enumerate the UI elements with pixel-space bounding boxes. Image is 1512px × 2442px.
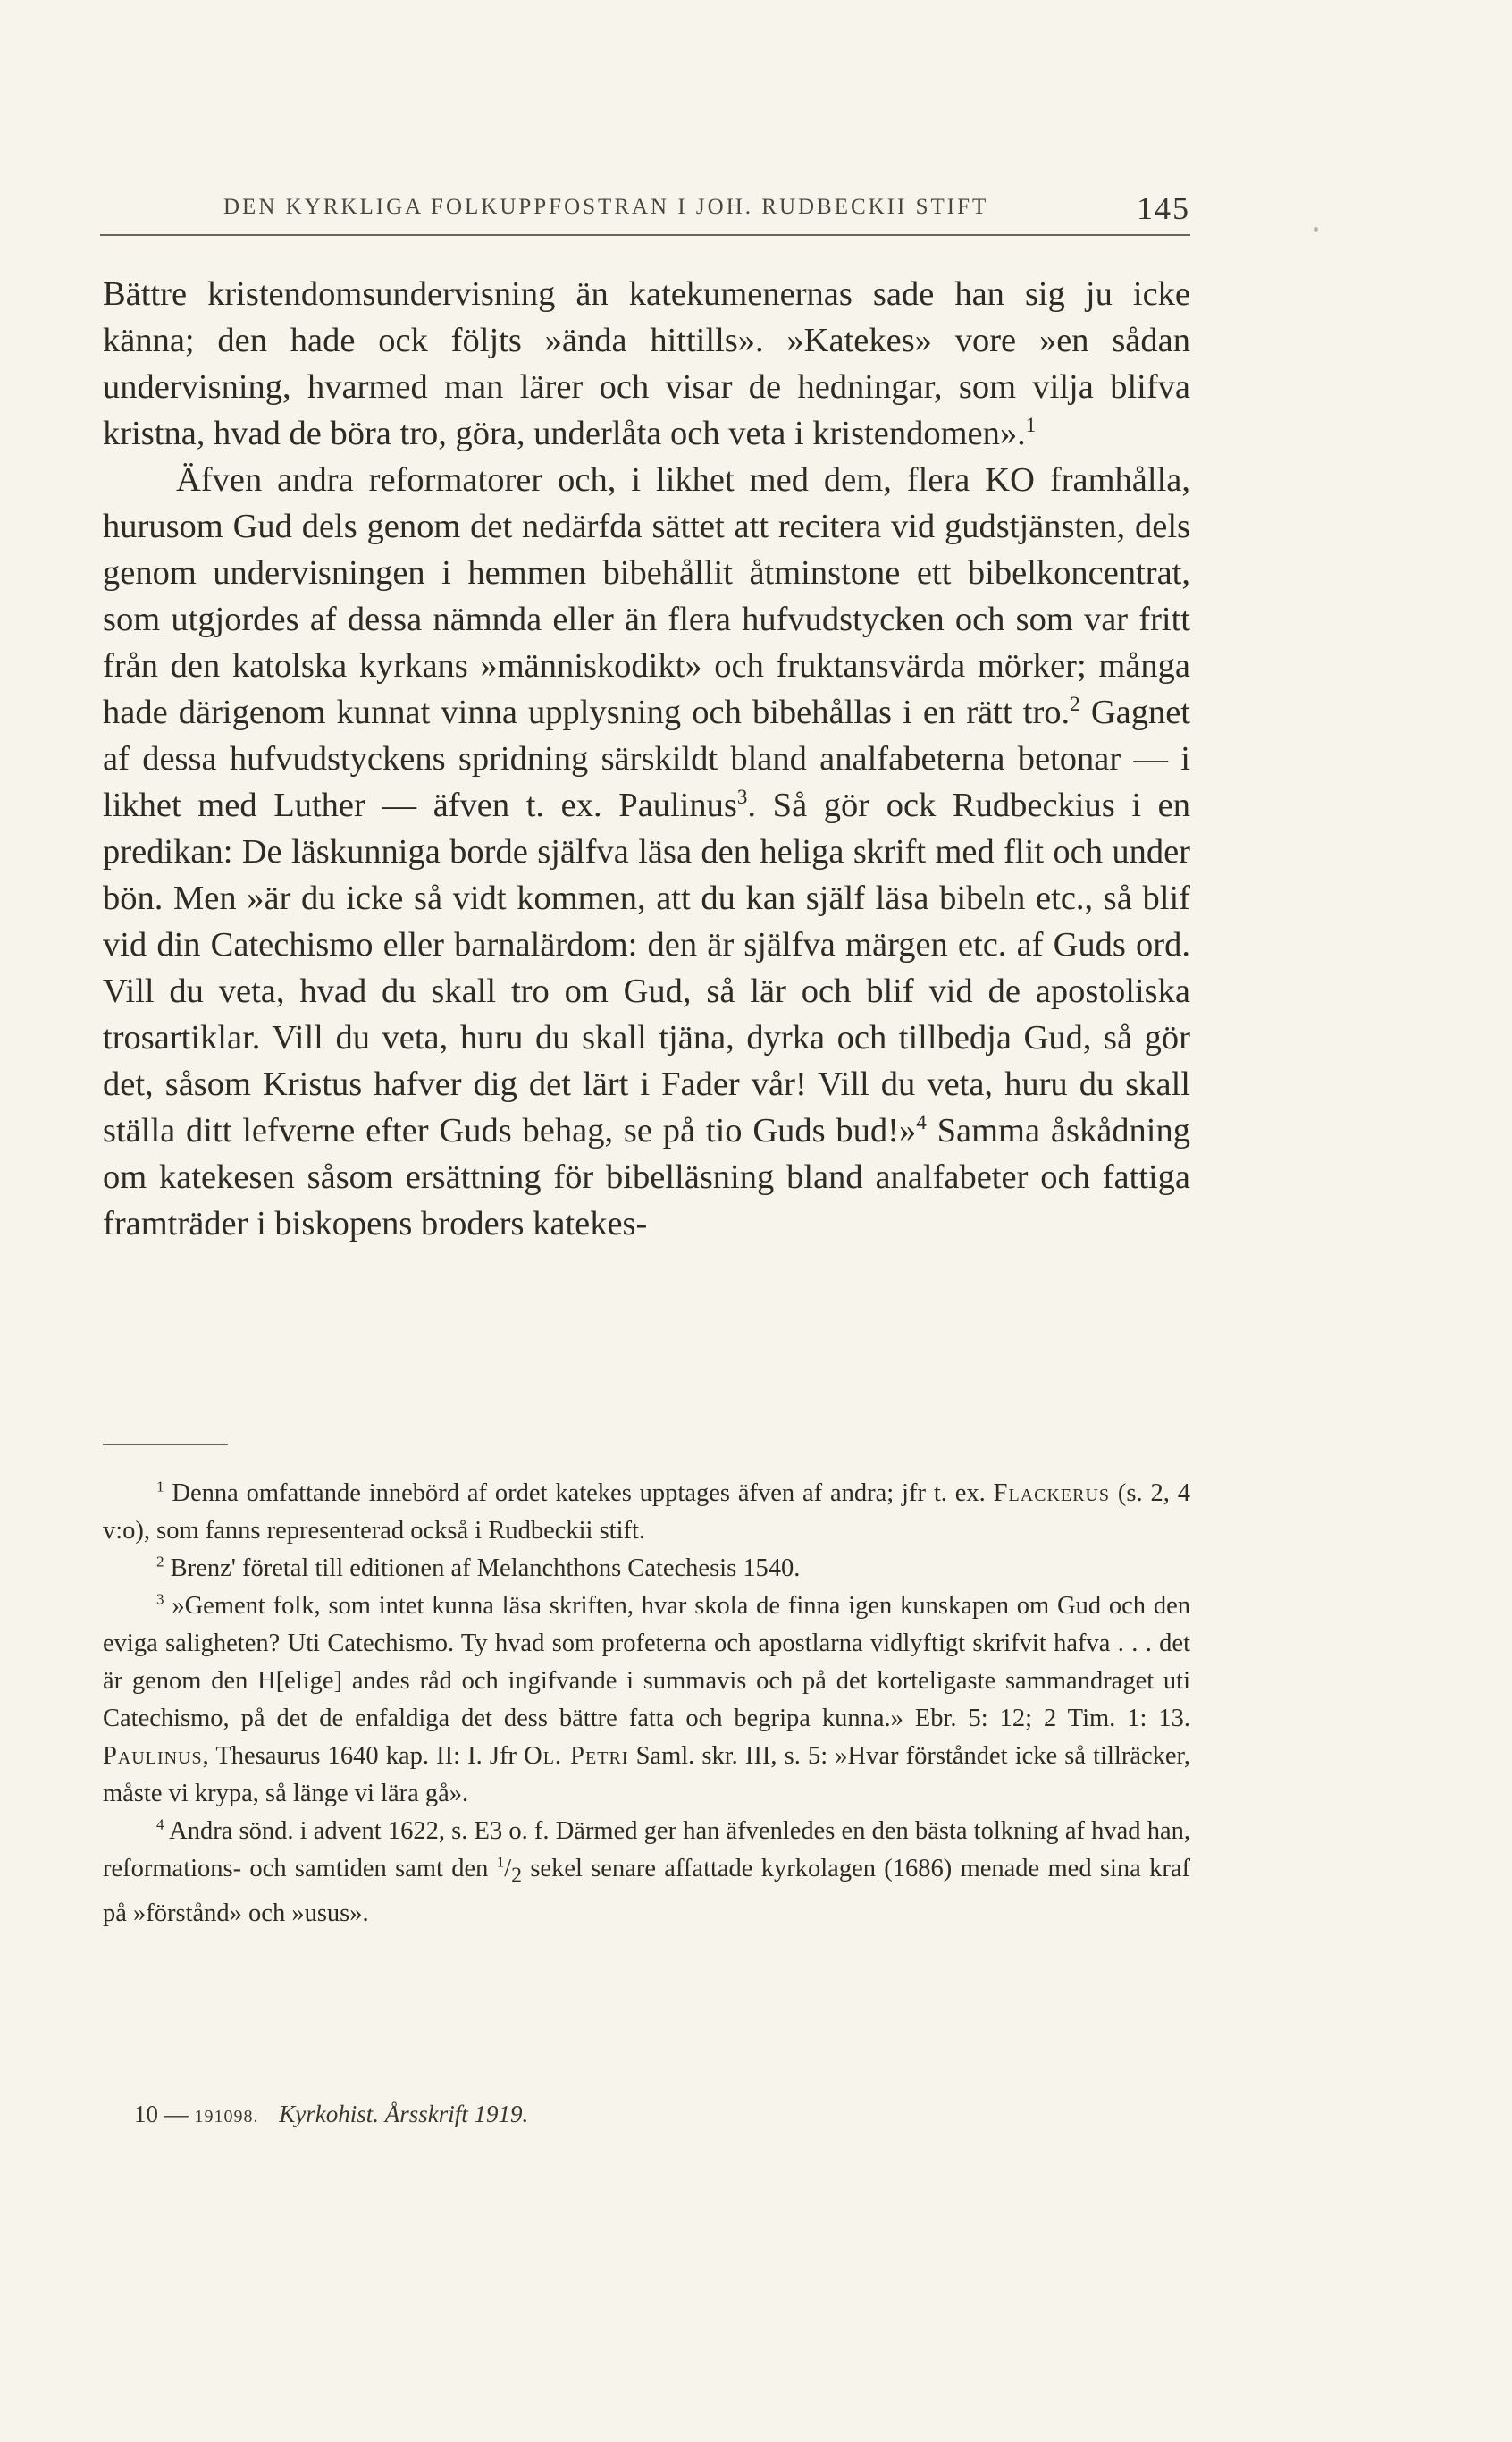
footnote-2-number: 2	[156, 1553, 164, 1570]
footnote-ref-3: 3	[736, 785, 748, 809]
paragraph-2-text-c: . Så gör ock Rudbeckius i en predikan: De läskunniga borde själfva läsa den heliga skrift med flit och under bön. Men »är du icke så vidt kommen, att du kan själf läsa bibeln etc., så blif vid din Catechismo eller barnalärdom: den är själfva märgen etc. af Guds ord. Vill du veta, hvad du skall tro om Gud, så lär och blif vid de apostoliska trosartiklar. Vill du veta, huru du skall tjäna, dyrka och tillbedja Gud, så gör det, såsom Kristus hafver dig det lärt i Fader vår! Vill du veta, huru du skall ställa ditt lefverne efter Guds behag, se på tio Guds bud!»	[103, 787, 1190, 1149]
footnote-4: $^4$ Andra sönd. i advent 1622, s. E3 o. f. Därmed ger han äfvenledes en den bästa tolkning af hvad han, reformations- och samtiden samt den $^1/_2$ sekel senare affattade kyrkolagen (1686) menade med sina kraf på »förstånd» och »usus».	[103, 1815, 1190, 1927]
footnote-3-text-b: , Thesaurus 1640 kap. II: I. Jfr	[202, 1742, 525, 1770]
paragraph-2-text-b: Gagnet af dessa hufvudstyckens spridning särskildt bland analfabeterna betonar — i likhet med Luther — äfven t. ex. Paulinus	[103, 694, 1190, 824]
footnote-2	[103, 1550, 1190, 1587]
paragraph-2	[103, 457, 1190, 1247]
footnote-4-text-a: Andra sönd. i advent 1622, s. E3 o. f. Därmed ger han äfvenledes en den bästa tolkning af hvad han, reformations- och samtiden samt den	[103, 1817, 1190, 1882]
fraction-numerator: 1	[496, 1853, 505, 1871]
footnote-1-number: 1	[156, 1478, 164, 1495]
page-number: 145	[1137, 190, 1190, 226]
footnote-3	[103, 1587, 1190, 1813]
footnote-3-text-a: »Gement folk, som intet kunna läsa skriften, hvar skola de finna igen kunskapen om Gud och den eviga saligheten? Uti Catechismo. Ty hvad som profeterna och apostlarna vidlyftigt skrifvit hafva . . . det är genom den H[elige] andes råd och ingifvande i summavis och på det korteligaste sammandraget uti Catechismo, på det de enfaldiga det dess bättre fatta och begripa kunna.» Ebr. 5: 12; 2 Tim. 1: 13.	[103, 1592, 1190, 1732]
signature-journal: Kyrkohist. Årsskrift 1919.	[279, 2101, 529, 2127]
signature-code: 191098.	[194, 2107, 259, 2126]
footnote-divider	[103, 1444, 228, 1445]
footnote-3-author-1: Paulinus	[103, 1742, 203, 1770]
footnote-3-author-2: Ol. Petri	[524, 1742, 629, 1770]
footnote-ref-2: 2	[1070, 692, 1080, 716]
footnote-4-text-b: sekel senare affattade kyrkolagen (1686) menade med sina kraf på »förstånd» och »usus».	[103, 1855, 1190, 1927]
paper-speck	[1314, 227, 1318, 232]
paragraph-2-text-a: Äfven andra reformatorer och, i likhet med dem, flera KO framhålla, hurusom Gud dels genom det nedärfda sättet att recitera vid gudstjänsten, dels genom undervisningen i hemmen bibehållit åtminstone ett bibelkoncentrat, som utgjordes af dessa nämnda eller än flera hufvudstycken och som var fritt från den katolska kyrkans »människodikt» och fruktansvärda mörker; många hade därigenom kunnat vinna upplysning och bibehållas i en rätt tro.	[103, 461, 1190, 731]
footnote-1-text-a: Denna omfattande innebörd af ordet katekes upptages äfven af andra; jfr t. ex.	[164, 1479, 994, 1507]
running-title: DEN KYRKLIGA FOLKUPPFOSTRAN I JOH. RUDBECKII STIFT	[223, 195, 989, 219]
footnote-1-text-b: (s. 2, 4 v:o), som fanns representerad också i Rudbeckii stift.	[103, 1479, 1190, 1545]
signature-sheet: 10 —	[134, 2101, 189, 2127]
running-head	[100, 189, 1190, 236]
main-text	[103, 271, 1190, 1247]
footnote-4-number: 4	[156, 1815, 164, 1833]
footnotes	[103, 1475, 1190, 1933]
fraction-denominator: 2	[511, 1864, 523, 1888]
footnote-3-number: 3	[156, 1590, 164, 1608]
paragraph-1	[103, 271, 1190, 457]
paragraph-2-text-d: Samma åskådning om katekesen såsom ersättning för bibelläsning bland analfabeter och fattiga framträder i biskopens broders katekes-	[103, 1112, 1190, 1242]
footnote-2-text: Brenz' företal till editionen af Melanchthons Catechesis 1540.	[164, 1554, 801, 1582]
footnote-1-author: Flackerus	[993, 1479, 1111, 1507]
paragraph-1-text: Bättre kristendomsundervisning än katekumenernas sade han sig ju icke känna; den hade ock följts »ända hittills». »Katekes» vore »en sådan undervisning, hvarmed man lärer och visar de hedningar, som vilja blifva kristna, hvad de böra tro, göra, underlåta och veta i kristendomen».	[103, 275, 1190, 452]
footnote-3-text-c: Saml. skr. III, s. 5: »Hvar förståndet icke så tillräcker, måste vi krypa, så länge vi lära gå».	[103, 1742, 1190, 1807]
footnote-ref-1: 1	[1025, 413, 1037, 437]
footnote-1	[103, 1475, 1190, 1550]
footnote-ref-4: 4	[916, 1110, 927, 1134]
printer-signature	[134, 2101, 528, 2128]
